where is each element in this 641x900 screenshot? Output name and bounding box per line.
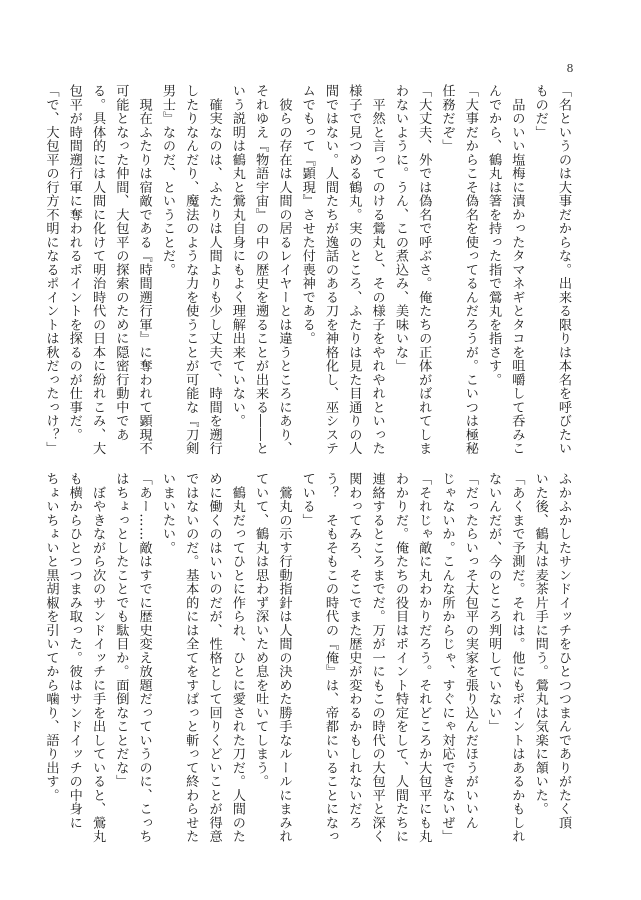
- text-line: う？ そもそもこの時代の『俺』は、帝都にいることになっ: [323, 472, 339, 844]
- text-line: 平然と言ってのける鶯丸と、その様子をやれやれといった: [369, 84, 385, 456]
- text-line: ではないのだ。基本的には全てをすぱっと斬って終わらせた: [183, 472, 199, 844]
- text-line: したりなんだり、魔法のような力を使うことが可能な『刀剣: [183, 84, 199, 456]
- text-line: 「で、大包平の行方不明になるポイントは秋だったっけ？」: [43, 84, 59, 456]
- text-line: ぼやきながら次のサンドイッチに手を出していると、鶯丸: [90, 472, 106, 844]
- text-line: 任務だぞ」: [439, 84, 455, 153]
- text-line: 現在ふたりは宿敵である『時間遡行軍』に奪われて顕現不: [136, 84, 152, 456]
- text-line: じゃないか。こんな所からじゃ、すぐにゃ対応できないぜ」: [439, 472, 455, 844]
- text-line: 鶯丸の示す行動指針は人間の決めた勝手なルールにまみれ: [276, 472, 292, 844]
- text-line: 間ではない。人間たちが逸話のある刀を神格化し、巫システ: [323, 84, 339, 456]
- text-line: わないように。うん、この煮込み、美味いな」: [392, 84, 408, 373]
- text-block-upper: [39, 84, 575, 459]
- page-number: 8: [566, 62, 574, 75]
- text-line: 「名というのは大事だからな。出来る限りは本名を呼びたい: [556, 84, 571, 456]
- text-line: ムでもって『顕現』させた付喪神である。: [299, 84, 315, 346]
- text-block-lower: [39, 472, 575, 847]
- text-line: わかりだ。俺たちの役目はポイント特定をして、人間たちに: [392, 472, 408, 844]
- text-line: も横からひとつつまみ取った。彼はサンドイッチの中身に: [66, 472, 82, 830]
- text-line: 連絡するところまでだ。万が一にもこの時代の大包平と深く: [369, 472, 385, 844]
- text-line: 男士』なのだ、ということだ。: [159, 84, 175, 277]
- text-line: る。具体的には人間に化けて明治時代の日本に紛れこみ、大: [90, 84, 106, 456]
- text-line: はちょっとしたことでも駄目か。面倒なことだな」: [113, 472, 129, 789]
- text-line: 「それじゃ敵に丸わかりだろう。それどころか大包平にも丸: [416, 472, 432, 844]
- text-line: 彼らの存在は人間の居るレイヤーとは違うところにあり、: [276, 84, 292, 456]
- text-line: 確実なのは、ふたりは人間よりも少し丈夫で、時間を遡行: [206, 84, 222, 456]
- text-line: ものだ」: [532, 84, 548, 139]
- text-line: 包平が時間遡行軍に奪われるポイントを探るのが仕事だ。: [66, 84, 82, 442]
- text-line: んでから、鶴丸は箸を持った指で鶯丸を指さす。: [486, 84, 502, 387]
- text-line: 可能となった仲間、大包平の探索のために隠密行動中であ: [113, 84, 129, 442]
- text-line: ていて、鶴丸は思わず深いため息を吐いてしまう。: [253, 472, 269, 789]
- text-line: いた後、鶴丸は麦茶片手に問う。鶯丸は気楽に頷いた。: [532, 472, 548, 816]
- text-line: ている」: [299, 472, 315, 527]
- text-line: ふかふかしたサンドイッチをひとつつまんでありがたく頂: [556, 472, 571, 830]
- text-line: 「あー……敵はすでに歴史変え放題だっていうのに、こっち: [136, 472, 152, 844]
- text-line: 「あくまで予測だ。それは。他にもポイントはあるかもしれ: [509, 472, 525, 844]
- text-line: 鶴丸だってひとに作られ、ひとに愛された刀だ。人間のた: [229, 472, 245, 844]
- text-line: いう説明は鶴丸と鶯丸自身にもよく理解出来ていない。: [229, 84, 245, 428]
- text-line: ないんだが、今のところ判明していない」: [486, 472, 502, 734]
- text-line: 「大丈夫、外では偽名で呼ぶさ。俺たちの正体がばれてしま: [416, 84, 432, 456]
- text-line: めに働くのはいいのだが、性格として回りくどいことが得意: [206, 472, 222, 844]
- text-line: ちょいちょいと黒胡椒を引いてから噛り、語り出す。: [43, 472, 59, 802]
- text-line: 様子で見つめる鶴丸。実のところ、ふたりは見た目通りの人: [346, 84, 362, 456]
- text-line: 「大事だからこそ偽名を使ってるんだろうが。こいつは極秘: [462, 84, 478, 456]
- text-line: 「だったらいっそ大包平の実家を張り込んだほうがいいん: [462, 472, 478, 830]
- text-line: 関わってみろ、そこでまた歴史が変わるかもしれないだろ: [346, 472, 362, 830]
- text-line: それゆえ『物語宇宙』の中の歴史を遡ることが出来る――と: [253, 84, 269, 456]
- text-line: いまいたい。: [159, 472, 175, 555]
- text-line: 品のいい塩梅に漬かったタマネギとタコを咀嚼して呑みこ: [509, 84, 525, 456]
